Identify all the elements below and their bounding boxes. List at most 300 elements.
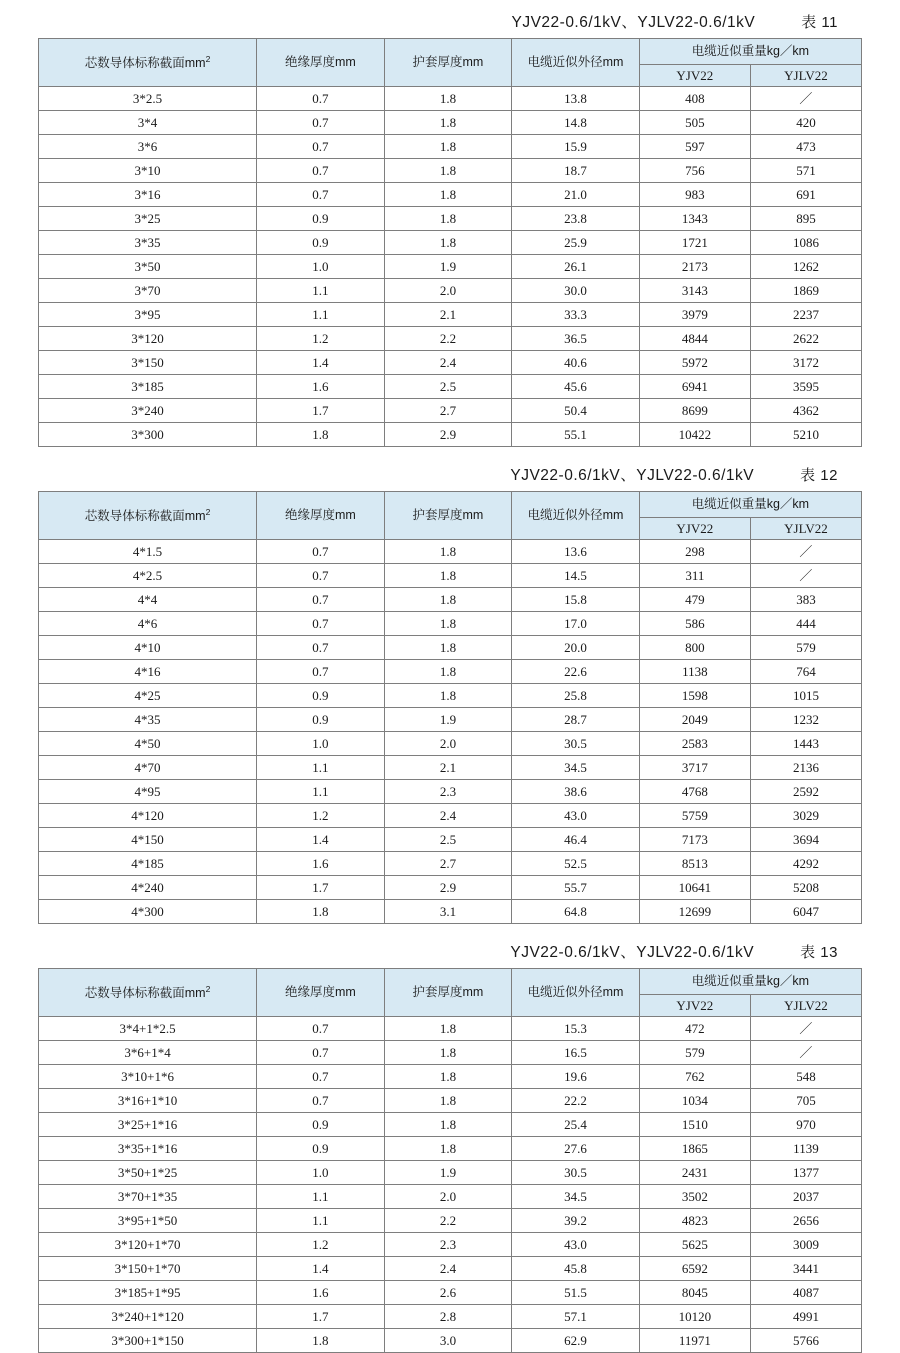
cell-outer-diameter: 23.8 (512, 207, 640, 231)
cell-sheath-thickness: 1.8 (384, 1017, 512, 1041)
table-row (39, 1137, 862, 1161)
cell-weight-yjlv22: 691 (750, 183, 861, 207)
cell-sheath-thickness: 1.8 (384, 87, 512, 111)
cell-sheath-thickness: 2.0 (384, 279, 512, 303)
cell-insulation-thickness: 1.7 (257, 876, 385, 900)
cell-sheath-thickness: 2.4 (384, 1257, 512, 1281)
table-row (39, 1257, 862, 1281)
cell-weight-yjlv22: 5766 (750, 1329, 861, 1353)
table-row (39, 780, 862, 804)
table-body-12 (39, 540, 862, 924)
cell-outer-diameter: 57.1 (512, 1305, 640, 1329)
cell-weight-yjv22: 1138 (639, 660, 750, 684)
cell-insulation-thickness: 0.7 (257, 660, 385, 684)
table-row (39, 327, 862, 351)
cell-sheath-thickness: 2.3 (384, 1233, 512, 1257)
cell-weight-yjv22: 311 (639, 564, 750, 588)
cell-weight-yjv22: 6592 (639, 1257, 750, 1281)
cell-weight-yjv22: 8513 (639, 852, 750, 876)
cell-weight-yjv22: 2431 (639, 1161, 750, 1185)
table-row (39, 1209, 862, 1233)
table-row (39, 279, 862, 303)
cell-weight-yjv22: 1510 (639, 1113, 750, 1137)
cell-outer-diameter: 13.8 (512, 87, 640, 111)
table-block-13 (38, 940, 862, 1353)
cell-insulation-thickness: 0.9 (257, 708, 385, 732)
cell-weight-yjv22: 11971 (639, 1329, 750, 1353)
cell-weight-yjv22: 3979 (639, 303, 750, 327)
cell-weight-yjv22: 597 (639, 135, 750, 159)
cell-cross-section: 4*150 (39, 828, 257, 852)
cell-weight-yjv22: 5972 (639, 351, 750, 375)
cell-insulation-thickness: 1.6 (257, 852, 385, 876)
cell-outer-diameter: 25.8 (512, 684, 640, 708)
header-yjv22: YJV22 (639, 995, 750, 1017)
spec-table-13 (38, 968, 862, 1353)
cell-sheath-thickness: 1.8 (384, 183, 512, 207)
cell-weight-yjv22: 6941 (639, 375, 750, 399)
table-row (39, 111, 862, 135)
table-row (39, 1329, 862, 1353)
cell-weight-yjlv22: 1377 (750, 1161, 861, 1185)
cell-cross-section: 3*95 (39, 303, 257, 327)
cell-weight-yjv22: 2049 (639, 708, 750, 732)
cell-outer-diameter: 28.7 (512, 708, 640, 732)
cell-weight-yjlv22: 4087 (750, 1281, 861, 1305)
cell-weight-yjlv22: 2592 (750, 780, 861, 804)
cell-weight-yjlv22: 5210 (750, 423, 861, 447)
cell-weight-yjlv22: 6047 (750, 900, 861, 924)
cell-insulation-thickness: 1.1 (257, 1209, 385, 1233)
table-row (39, 1161, 862, 1185)
table-title: YJV22-0.6/1kV、YJLV22-0.6/1kV (511, 14, 756, 31)
cell-outer-diameter: 27.6 (512, 1137, 640, 1161)
cell-insulation-thickness: 1.4 (257, 1257, 385, 1281)
cell-cross-section: 3*120+1*70 (39, 1233, 257, 1257)
cell-sheath-thickness: 1.8 (384, 612, 512, 636)
cell-outer-diameter: 40.6 (512, 351, 640, 375)
header-approx-weight: 电缆近似重量kg／km (639, 39, 861, 65)
cell-weight-yjv22: 4844 (639, 327, 750, 351)
cell-outer-diameter: 52.5 (512, 852, 640, 876)
cell-outer-diameter: 64.8 (512, 900, 640, 924)
cell-sheath-thickness: 3.1 (384, 900, 512, 924)
cell-weight-yjv22: 579 (639, 1041, 750, 1065)
cell-cross-section: 3*2.5 (39, 87, 257, 111)
cell-cross-section: 3*300 (39, 423, 257, 447)
cell-outer-diameter: 43.0 (512, 1233, 640, 1257)
table-row (39, 828, 862, 852)
spec-table-11 (38, 38, 862, 447)
cell-weight-yjv22: 472 (639, 1017, 750, 1041)
cell-insulation-thickness: 1.1 (257, 1185, 385, 1209)
table-caption-11 (38, 10, 862, 30)
cell-insulation-thickness: 1.6 (257, 375, 385, 399)
cell-insulation-thickness: 0.7 (257, 612, 385, 636)
cell-weight-yjv22: 2173 (639, 255, 750, 279)
table-row (39, 684, 862, 708)
cell-cross-section: 3*95+1*50 (39, 1209, 257, 1233)
cell-insulation-thickness: 1.1 (257, 780, 385, 804)
header-cross-section: 芯数导体标称截面$mm^2$ (39, 39, 257, 87)
cell-weight-yjv22: 298 (639, 540, 750, 564)
cell-weight-yjlv22: 473 (750, 135, 861, 159)
cell-insulation-thickness: 0.7 (257, 135, 385, 159)
cell-insulation-thickness: 1.1 (257, 756, 385, 780)
cell-weight-yjlv22: 3694 (750, 828, 861, 852)
header-cross-section: 芯数导体标称截面$mm^2$ (39, 969, 257, 1017)
cell-insulation-thickness: 0.7 (257, 1065, 385, 1089)
table-caption-12 (38, 463, 862, 483)
cell-cross-section: 3*185 (39, 375, 257, 399)
cell-cross-section: 3*300+1*150 (39, 1329, 257, 1353)
cell-insulation-thickness: 0.7 (257, 564, 385, 588)
cell-sheath-thickness: 1.9 (384, 255, 512, 279)
table-row (39, 732, 862, 756)
cell-cross-section: 3*6 (39, 135, 257, 159)
cell-cross-section: 3*4 (39, 111, 257, 135)
cell-outer-diameter: 39.2 (512, 1209, 640, 1233)
cell-cross-section: 3*4+1*2.5 (39, 1017, 257, 1041)
table-number: 表 11 (801, 14, 838, 31)
cell-insulation-thickness: 1.4 (257, 351, 385, 375)
cell-sheath-thickness: 2.2 (384, 1209, 512, 1233)
cell-sheath-thickness: 2.5 (384, 375, 512, 399)
header-insulation-thickness: 绝缘厚度mm (257, 969, 385, 1017)
cell-insulation-thickness: 0.7 (257, 159, 385, 183)
header-insulation-thickness: 绝缘厚度mm (257, 39, 385, 87)
cell-outer-diameter: 43.0 (512, 804, 640, 828)
table-body-13 (39, 1017, 862, 1353)
cell-sheath-thickness: 1.8 (384, 660, 512, 684)
cell-weight-yjlv22: 764 (750, 660, 861, 684)
cell-insulation-thickness: 0.9 (257, 684, 385, 708)
cell-weight-yjlv22: 2136 (750, 756, 861, 780)
table-title: YJV22-0.6/1kV、YJLV22-0.6/1kV (510, 944, 755, 961)
cell-insulation-thickness: 1.1 (257, 279, 385, 303)
cell-weight-yjv22: 1598 (639, 684, 750, 708)
cell-weight-yjlv22: 2037 (750, 1185, 861, 1209)
cell-weight-yjv22: 983 (639, 183, 750, 207)
cell-insulation-thickness: 1.7 (257, 399, 385, 423)
cell-outer-diameter: 22.6 (512, 660, 640, 684)
cell-weight-yjlv22: 2622 (750, 327, 861, 351)
cell-outer-diameter: 26.1 (512, 255, 640, 279)
cell-cross-section: 4*35 (39, 708, 257, 732)
header-approx-weight: 电缆近似重量kg／km (639, 492, 861, 518)
cell-weight-yjlv22: 571 (750, 159, 861, 183)
header-insulation-thickness: 绝缘厚度mm (257, 492, 385, 540)
cell-weight-yjlv22: 970 (750, 1113, 861, 1137)
cell-insulation-thickness: 0.9 (257, 1113, 385, 1137)
cell-weight-yjv22: 3502 (639, 1185, 750, 1209)
cell-sheath-thickness: 1.8 (384, 159, 512, 183)
cell-outer-diameter: 34.5 (512, 756, 640, 780)
cell-cross-section: 3*35 (39, 231, 257, 255)
table-row (39, 564, 862, 588)
cell-cross-section: 4*16 (39, 660, 257, 684)
cell-weight-yjlv22: 3009 (750, 1233, 861, 1257)
cell-sheath-thickness: 1.8 (384, 540, 512, 564)
header-yjv22: YJV22 (639, 518, 750, 540)
cell-weight-yjv22: 586 (639, 612, 750, 636)
cell-insulation-thickness: 0.9 (257, 231, 385, 255)
cell-cross-section: 4*185 (39, 852, 257, 876)
cell-sheath-thickness: 1.8 (384, 684, 512, 708)
cell-weight-yjlv22: 3595 (750, 375, 861, 399)
table-row (39, 852, 862, 876)
cell-outer-diameter: 14.8 (512, 111, 640, 135)
table-title: YJV22-0.6/1kV、YJLV22-0.6/1kV (510, 467, 755, 484)
cell-weight-yjlv22: 5208 (750, 876, 861, 900)
cell-weight-yjv22: 5759 (639, 804, 750, 828)
cell-insulation-thickness: 1.7 (257, 1305, 385, 1329)
table-row (39, 612, 862, 636)
cell-weight-yjlv22: 1262 (750, 255, 861, 279)
cell-insulation-thickness: 0.7 (257, 1089, 385, 1113)
table-row (39, 708, 862, 732)
cell-outer-diameter: 30.5 (512, 732, 640, 756)
table-row (39, 399, 862, 423)
cell-weight-yjv22: 762 (639, 1065, 750, 1089)
cell-sheath-thickness: 2.1 (384, 756, 512, 780)
cell-sheath-thickness: 2.6 (384, 1281, 512, 1305)
cell-weight-yjlv22: 1015 (750, 684, 861, 708)
table-row (39, 87, 862, 111)
cell-weight-yjlv22: 3029 (750, 804, 861, 828)
cell-insulation-thickness: 0.7 (257, 636, 385, 660)
cell-weight-yjv22: 7173 (639, 828, 750, 852)
table-row (39, 375, 862, 399)
cell-cross-section: 3*240 (39, 399, 257, 423)
cell-weight-yjv22: 3143 (639, 279, 750, 303)
cell-cross-section: 4*2.5 (39, 564, 257, 588)
cell-cross-section: 4*240 (39, 876, 257, 900)
cell-outer-diameter: 14.5 (512, 564, 640, 588)
cell-outer-diameter: 25.9 (512, 231, 640, 255)
cell-cross-section: 3*50+1*25 (39, 1161, 257, 1185)
cell-weight-yjlv22: 4292 (750, 852, 861, 876)
cell-insulation-thickness: 1.8 (257, 900, 385, 924)
cell-weight-yjlv22: ／ (750, 564, 861, 588)
cell-insulation-thickness: 1.0 (257, 1161, 385, 1185)
cell-weight-yjv22: 12699 (639, 900, 750, 924)
cell-weight-yjv22: 505 (639, 111, 750, 135)
cell-outer-diameter: 55.7 (512, 876, 640, 900)
cell-cross-section: 4*95 (39, 780, 257, 804)
cell-sheath-thickness: 1.8 (384, 231, 512, 255)
cell-weight-yjv22: 2583 (639, 732, 750, 756)
cell-sheath-thickness: 1.8 (384, 1089, 512, 1113)
table-row (39, 183, 862, 207)
cell-cross-section: 3*70+1*35 (39, 1185, 257, 1209)
cell-outer-diameter: 21.0 (512, 183, 640, 207)
cell-cross-section: 3*10+1*6 (39, 1065, 257, 1089)
cell-sheath-thickness: 2.7 (384, 852, 512, 876)
cell-cross-section: 4*6 (39, 612, 257, 636)
header-sheath-thickness: 护套厚度mm (384, 492, 512, 540)
cell-weight-yjv22: 10120 (639, 1305, 750, 1329)
cell-weight-yjlv22: 4362 (750, 399, 861, 423)
cell-weight-yjv22: 800 (639, 636, 750, 660)
cell-sheath-thickness: 1.9 (384, 708, 512, 732)
cell-weight-yjlv22: 1139 (750, 1137, 861, 1161)
cell-weight-yjv22: 3717 (639, 756, 750, 780)
table-row (39, 1017, 862, 1041)
table-row (39, 1113, 862, 1137)
cell-sheath-thickness: 2.9 (384, 876, 512, 900)
cell-cross-section: 3*150 (39, 351, 257, 375)
cell-insulation-thickness: 1.8 (257, 423, 385, 447)
cell-outer-diameter: 36.5 (512, 327, 640, 351)
cell-sheath-thickness: 3.0 (384, 1329, 512, 1353)
table-row (39, 423, 862, 447)
table-row (39, 756, 862, 780)
cell-weight-yjv22: 479 (639, 588, 750, 612)
cell-outer-diameter: 30.5 (512, 1161, 640, 1185)
cell-sheath-thickness: 2.7 (384, 399, 512, 423)
cell-sheath-thickness: 2.5 (384, 828, 512, 852)
header-approx-weight: 电缆近似重量kg／km (639, 969, 861, 995)
cell-weight-yjlv22: ／ (750, 540, 861, 564)
cell-weight-yjlv22: ／ (750, 87, 861, 111)
table-header (39, 39, 862, 87)
table-row (39, 1281, 862, 1305)
cell-sheath-thickness: 1.8 (384, 1137, 512, 1161)
table-number: 表 12 (800, 467, 838, 484)
cell-weight-yjv22: 10422 (639, 423, 750, 447)
cell-sheath-thickness: 2.8 (384, 1305, 512, 1329)
table-row (39, 540, 862, 564)
cell-sheath-thickness: 2.3 (384, 780, 512, 804)
cell-outer-diameter: 46.4 (512, 828, 640, 852)
header-outer-diameter: 电缆近似外径mm (512, 969, 640, 1017)
cell-sheath-thickness: 2.2 (384, 327, 512, 351)
table-row (39, 1089, 862, 1113)
table-header (39, 492, 862, 540)
table-row (39, 876, 862, 900)
cell-outer-diameter: 51.5 (512, 1281, 640, 1305)
cell-outer-diameter: 17.0 (512, 612, 640, 636)
table-row (39, 1041, 862, 1065)
cell-sheath-thickness: 2.9 (384, 423, 512, 447)
table-row (39, 660, 862, 684)
table-block-11 (38, 10, 862, 447)
cell-insulation-thickness: 1.4 (257, 828, 385, 852)
cell-weight-yjlv22: 548 (750, 1065, 861, 1089)
cell-outer-diameter: 22.2 (512, 1089, 640, 1113)
cell-cross-section: 3*35+1*16 (39, 1137, 257, 1161)
cell-sheath-thickness: 1.8 (384, 564, 512, 588)
cell-outer-diameter: 13.6 (512, 540, 640, 564)
cell-insulation-thickness: 0.7 (257, 1017, 385, 1041)
cell-weight-yjv22: 4768 (639, 780, 750, 804)
cell-weight-yjlv22: 444 (750, 612, 861, 636)
table-row (39, 255, 862, 279)
cell-cross-section: 4*1.5 (39, 540, 257, 564)
cell-cross-section: 4*25 (39, 684, 257, 708)
cell-cross-section: 3*25+1*16 (39, 1113, 257, 1137)
cell-sheath-thickness: 2.0 (384, 732, 512, 756)
header-yjlv22: YJLV22 (750, 65, 861, 87)
cell-outer-diameter: 16.5 (512, 1041, 640, 1065)
cell-cross-section: 4*10 (39, 636, 257, 660)
cell-cross-section: 3*16 (39, 183, 257, 207)
table-row (39, 135, 862, 159)
table-row (39, 159, 862, 183)
cell-insulation-thickness: 1.6 (257, 1281, 385, 1305)
cell-insulation-thickness: 0.7 (257, 183, 385, 207)
cell-sheath-thickness: 1.8 (384, 1065, 512, 1089)
cell-weight-yjlv22: 1086 (750, 231, 861, 255)
cell-outer-diameter: 55.1 (512, 423, 640, 447)
cell-sheath-thickness: 1.8 (384, 588, 512, 612)
cell-insulation-thickness: 0.7 (257, 111, 385, 135)
cell-weight-yjlv22: 579 (750, 636, 861, 660)
cell-insulation-thickness: 0.7 (257, 87, 385, 111)
cell-outer-diameter: 62.9 (512, 1329, 640, 1353)
cell-weight-yjv22: 5625 (639, 1233, 750, 1257)
cell-insulation-thickness: 1.0 (257, 732, 385, 756)
cell-weight-yjlv22: 705 (750, 1089, 861, 1113)
cell-weight-yjv22: 756 (639, 159, 750, 183)
cell-weight-yjlv22: 4991 (750, 1305, 861, 1329)
header-yjlv22: YJLV22 (750, 518, 861, 540)
spec-table-12 (38, 491, 862, 924)
table-row (39, 351, 862, 375)
table-row (39, 231, 862, 255)
table-row (39, 900, 862, 924)
cell-weight-yjlv22: 1232 (750, 708, 861, 732)
cell-cross-section: 3*120 (39, 327, 257, 351)
cell-cross-section: 3*16+1*10 (39, 1089, 257, 1113)
table-row (39, 303, 862, 327)
cell-sheath-thickness: 1.8 (384, 1041, 512, 1065)
header-sheath-thickness: 护套厚度mm (384, 39, 512, 87)
cell-weight-yjlv22: 2237 (750, 303, 861, 327)
header-sheath-thickness: 护套厚度mm (384, 969, 512, 1017)
cell-weight-yjlv22: 3172 (750, 351, 861, 375)
cell-outer-diameter: 50.4 (512, 399, 640, 423)
cell-outer-diameter: 15.9 (512, 135, 640, 159)
cell-outer-diameter: 33.3 (512, 303, 640, 327)
cell-insulation-thickness: 1.0 (257, 255, 385, 279)
cell-insulation-thickness: 0.9 (257, 207, 385, 231)
cell-sheath-thickness: 2.1 (384, 303, 512, 327)
cell-weight-yjv22: 8045 (639, 1281, 750, 1305)
cell-cross-section: 3*50 (39, 255, 257, 279)
cell-weight-yjlv22: 420 (750, 111, 861, 135)
table-row (39, 1233, 862, 1257)
cell-weight-yjv22: 4823 (639, 1209, 750, 1233)
cell-insulation-thickness: 1.8 (257, 1329, 385, 1353)
cell-sheath-thickness: 1.8 (384, 636, 512, 660)
cell-outer-diameter: 38.6 (512, 780, 640, 804)
table-row (39, 588, 862, 612)
cell-outer-diameter: 18.7 (512, 159, 640, 183)
table-row (39, 804, 862, 828)
cell-weight-yjv22: 1865 (639, 1137, 750, 1161)
cell-cross-section: 4*300 (39, 900, 257, 924)
cell-insulation-thickness: 1.2 (257, 327, 385, 351)
cell-insulation-thickness: 1.1 (257, 303, 385, 327)
cell-weight-yjv22: 1721 (639, 231, 750, 255)
cell-sheath-thickness: 1.8 (384, 207, 512, 231)
cell-outer-diameter: 45.8 (512, 1257, 640, 1281)
cell-sheath-thickness: 1.8 (384, 135, 512, 159)
cell-weight-yjv22: 1343 (639, 207, 750, 231)
cell-sheath-thickness: 1.8 (384, 1113, 512, 1137)
